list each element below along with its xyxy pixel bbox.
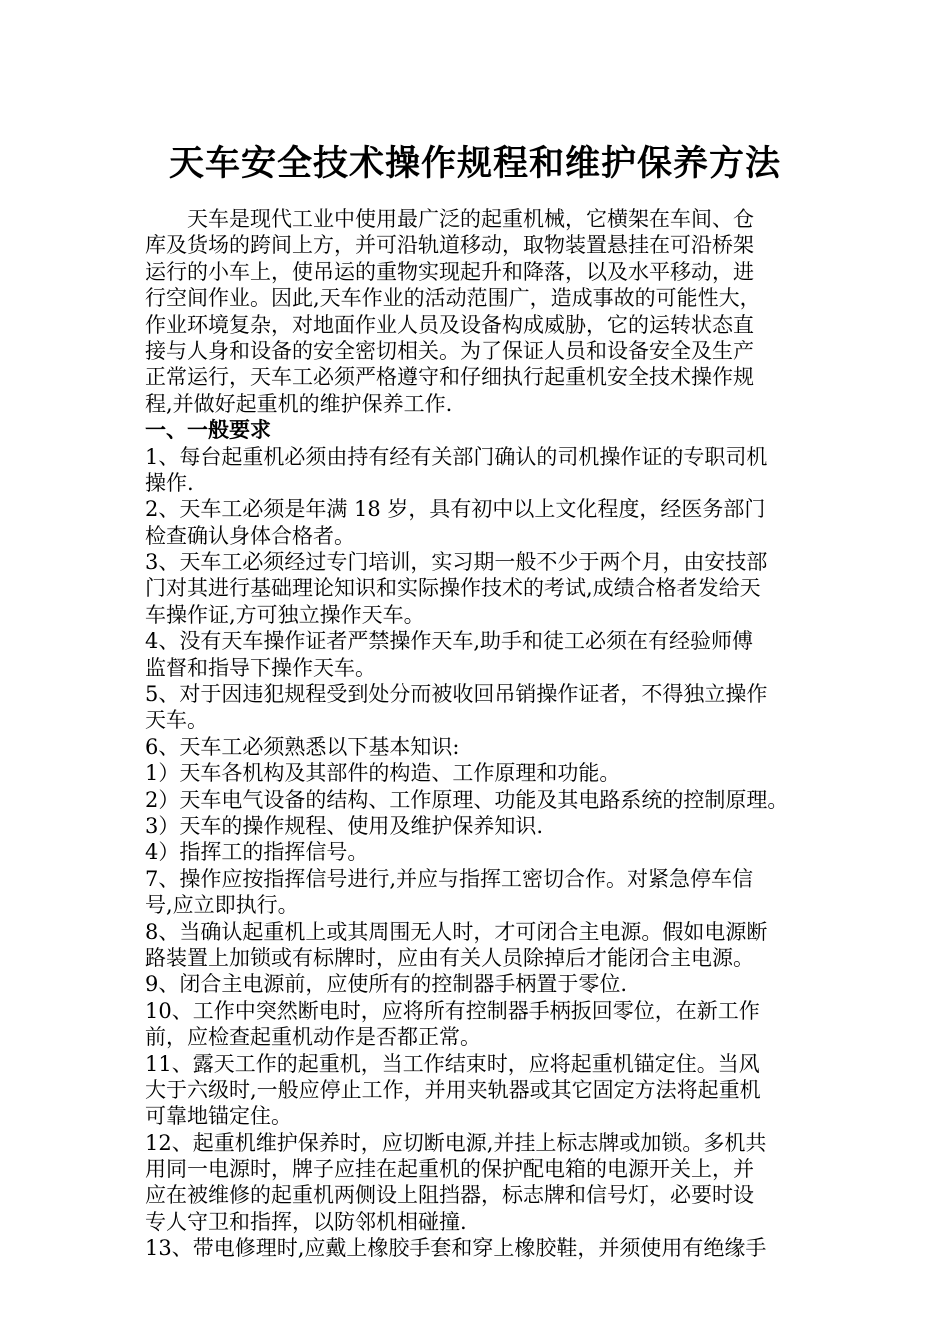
body-line: 可靠地锚定住。 (145, 1104, 292, 1129)
section-heading: 一、一般要求 (145, 417, 271, 443)
body-line: 正常运行，天车工必须严格遵守和仔细执行起重机安全技术操作规 (145, 365, 754, 390)
body-line: 天车是现代工业中使用最广泛的起重机械，它横架在车间、仓 (187, 207, 754, 231)
body-line: 车操作证,方可独立操作天车。 (145, 602, 425, 627)
body-line: 应在被维修的起重机两侧设上阻挡器，标志牌和信号灯，必要时设 (145, 1183, 754, 1208)
body-line: 2）天车电气设备的结构、工作原理、功能及其电路系统的控制原理。 (145, 787, 789, 812)
body-line: 用同一电源时，牌子应挂在起重机的保护配电箱的电源开关上，并 (145, 1157, 754, 1182)
body-line: 天车。 (145, 708, 208, 733)
body-line: 1）天车各机构及其部件的构造、工作原理和功能。 (145, 761, 621, 786)
body-line: 库及货场的跨间上方，并可沿轨道移动，取物装置悬挂在可沿桥架 (145, 233, 754, 258)
body-line: 1、每台起重机必须由持有经有关部门确认的司机操作证的专职司机 (145, 444, 768, 469)
body-line: 11、露天工作的起重机，当工作结束时，应将起重机锚定住。当风 (145, 1051, 760, 1076)
body-line: 3）天车的操作规程、使用及维护保养知识. (145, 813, 544, 838)
body-line: 接与人身和设备的安全密切相关。为了保证人员和设备安全及生产 (145, 338, 754, 363)
body-line: 检查确认身体合格者。 (145, 523, 355, 548)
body-line: 6、天车工必须熟悉以下基本知识: (145, 734, 460, 759)
body-line: 行空间作业。因此,天车作业的活动范围广，造成事故的可能性大， (145, 286, 761, 311)
body-line: 专人守卫和指挥，以防邻机相碰撞. (145, 1209, 467, 1234)
document-title: 天车安全技术操作规程和维护保养方法 (168, 143, 781, 184)
body-line: 3、天车工必须经过专门培训，实习期一般不少于两个月，由安技部 (145, 550, 768, 575)
body-line: 运行的小车上，使吊运的重物实现起升和降落，以及水平移动，进 (145, 259, 754, 284)
body-line: 5、对于因违犯规程受到处分而被收回吊销操作证者，不得独立操作 (145, 682, 768, 707)
body-line: 作业环境复杂，对地面作业人员及设备构成威胁，它的运转状态直 (145, 312, 754, 337)
body-line: 号,应立即执行。 (145, 893, 299, 918)
body-line: 2、天车工必须是年满 18 岁，具有初中以上文化程度，经医务部门 (145, 497, 766, 522)
body-line: 9、闭合主电源前，应使所有的控制器手柄置于零位. (145, 972, 628, 997)
body-line: 8、当确认起重机上或其周围无人时，才可闭合主电源。假如电源断 (145, 919, 768, 944)
body-line: 前，应检查起重机动作是否都正常。 (145, 1025, 481, 1050)
body-line: 7、操作应按指挥信号进行,并应与指挥工密切合作。对紧急停车信 (145, 866, 754, 891)
body-line: 操作. (145, 470, 194, 495)
body-line: 12、起重机维护保养时，应切断电源,并挂上标志牌或加锁。多机共 (145, 1130, 767, 1155)
body-line: 大于六级时,一般应停止工作，并用夹轨器或其它固定方法将起重机 (145, 1077, 761, 1102)
body-line: 监督和指导下操作天车。 (145, 655, 376, 680)
body-line: 4、没有天车操作证者严禁操作天车,助手和徒工必须在有经验师傅 (145, 629, 754, 654)
body-line: 4）指挥工的指挥信号。 (145, 840, 369, 865)
body-line: 门对其进行基础理论知识和实际操作技术的考试,成绩合格者发给天 (145, 576, 761, 601)
body-line: 路装置上加锁或有标牌时，应由有关人员除掉后才能闭合主电源。 (145, 945, 754, 970)
body-line: 10、工作中突然断电时，应将所有控制器手柄扳回零位，在新工作 (145, 998, 760, 1023)
body-line: 13、带电修理时,应戴上橡胶手套和穿上橡胶鞋，并须使用有绝缘手 (145, 1236, 767, 1261)
document-body (145, 206, 815, 1262)
body-line: 程,并做好起重机的维护保养工作. (145, 391, 453, 416)
